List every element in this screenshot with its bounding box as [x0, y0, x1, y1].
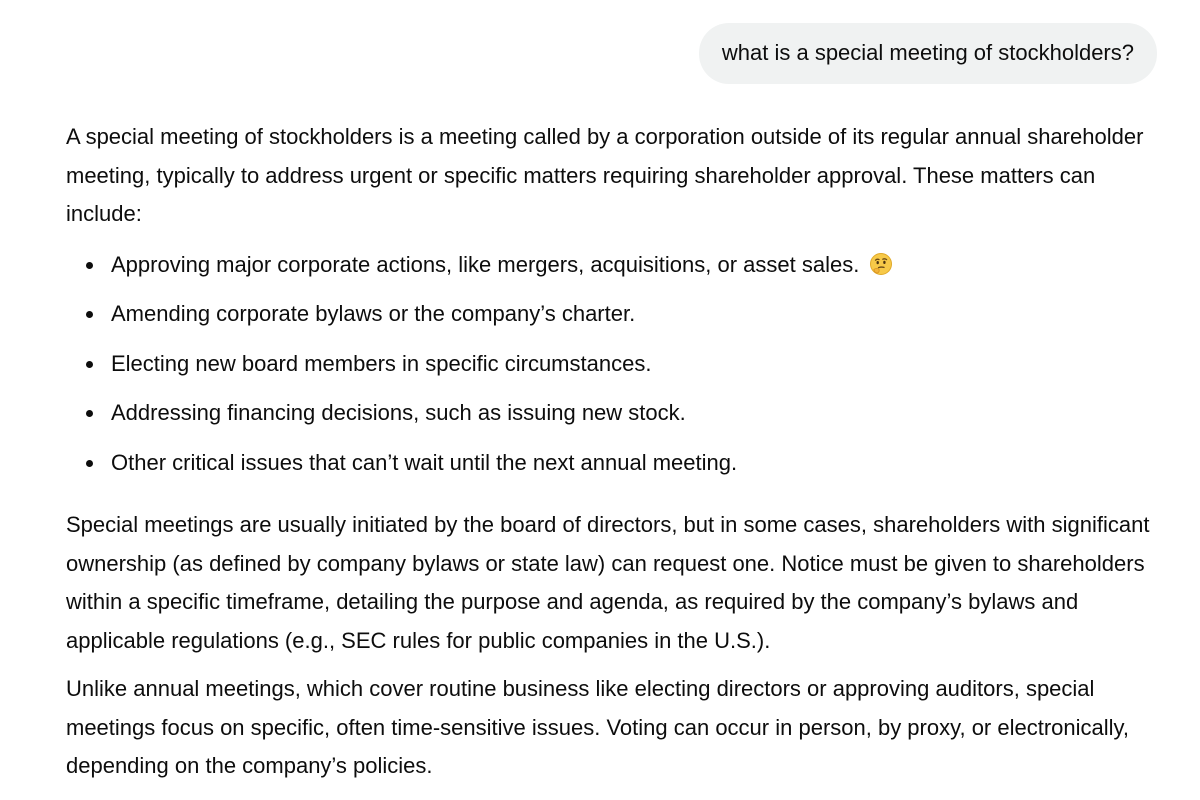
bullet-dot: [86, 410, 93, 417]
list-item: [66, 444, 1166, 483]
response-intro-paragraph: A special meeting of stockholders is a meeting called by a corporation outside of its regular annual shareholder meeting, typically to address urgent or specific matters requiring shareholder approval. These matters can include:: [66, 124, 1144, 226]
list-item-text: Electing new board members in specific circumstances.: [111, 350, 652, 376]
list-item-text: Addressing financing decisions, such as issuing new stock.: [111, 400, 686, 425]
bullet-dot: [86, 262, 93, 269]
thinking-face-icon: [869, 250, 893, 274]
list-item-text: Amending corporate bylaws or the company’s charter.: [111, 301, 636, 326]
list-item: [66, 345, 1166, 384]
list-item: [66, 394, 1166, 433]
list-item: [66, 246, 1166, 285]
list-item-text: Other critical issues that can’t wait until the next annual meeting.: [111, 449, 738, 475]
user-message-row: [699, 23, 1157, 84]
assistant-response: [66, 118, 1166, 786]
user-message-bubble: what is a special meeting of stockholders?: [699, 23, 1157, 84]
response-bullet-list: [66, 246, 1166, 483]
list-item: [66, 295, 1166, 334]
bullet-dot: [86, 361, 93, 368]
bullet-dot: [86, 311, 93, 318]
response-paragraph-2: Special meetings are usually initiated by the board of directors, but in some cases, shareholders with significant ownership (as defined by company bylaws or state law) can request one. Notice must be given to shareholders within a specific timeframe, detailing the purpose and agenda, as required by the company’s bylaws and applicable regulations (e.g., SEC rules for public companies in the U.S.).: [66, 512, 1150, 653]
response-paragraph-3: Unlike annual meetings, which cover routine business like electing directors or approving auditors, special meetings focus on specific, often time-sensitive issues. Voting can occur in person, by proxy, or electronically, depending on the company’s policies.: [66, 676, 1130, 778]
bullet-dot: [86, 460, 93, 467]
list-item-text: Approving major corporate actions, like mergers, acquisitions, or asset sales.: [111, 251, 860, 277]
